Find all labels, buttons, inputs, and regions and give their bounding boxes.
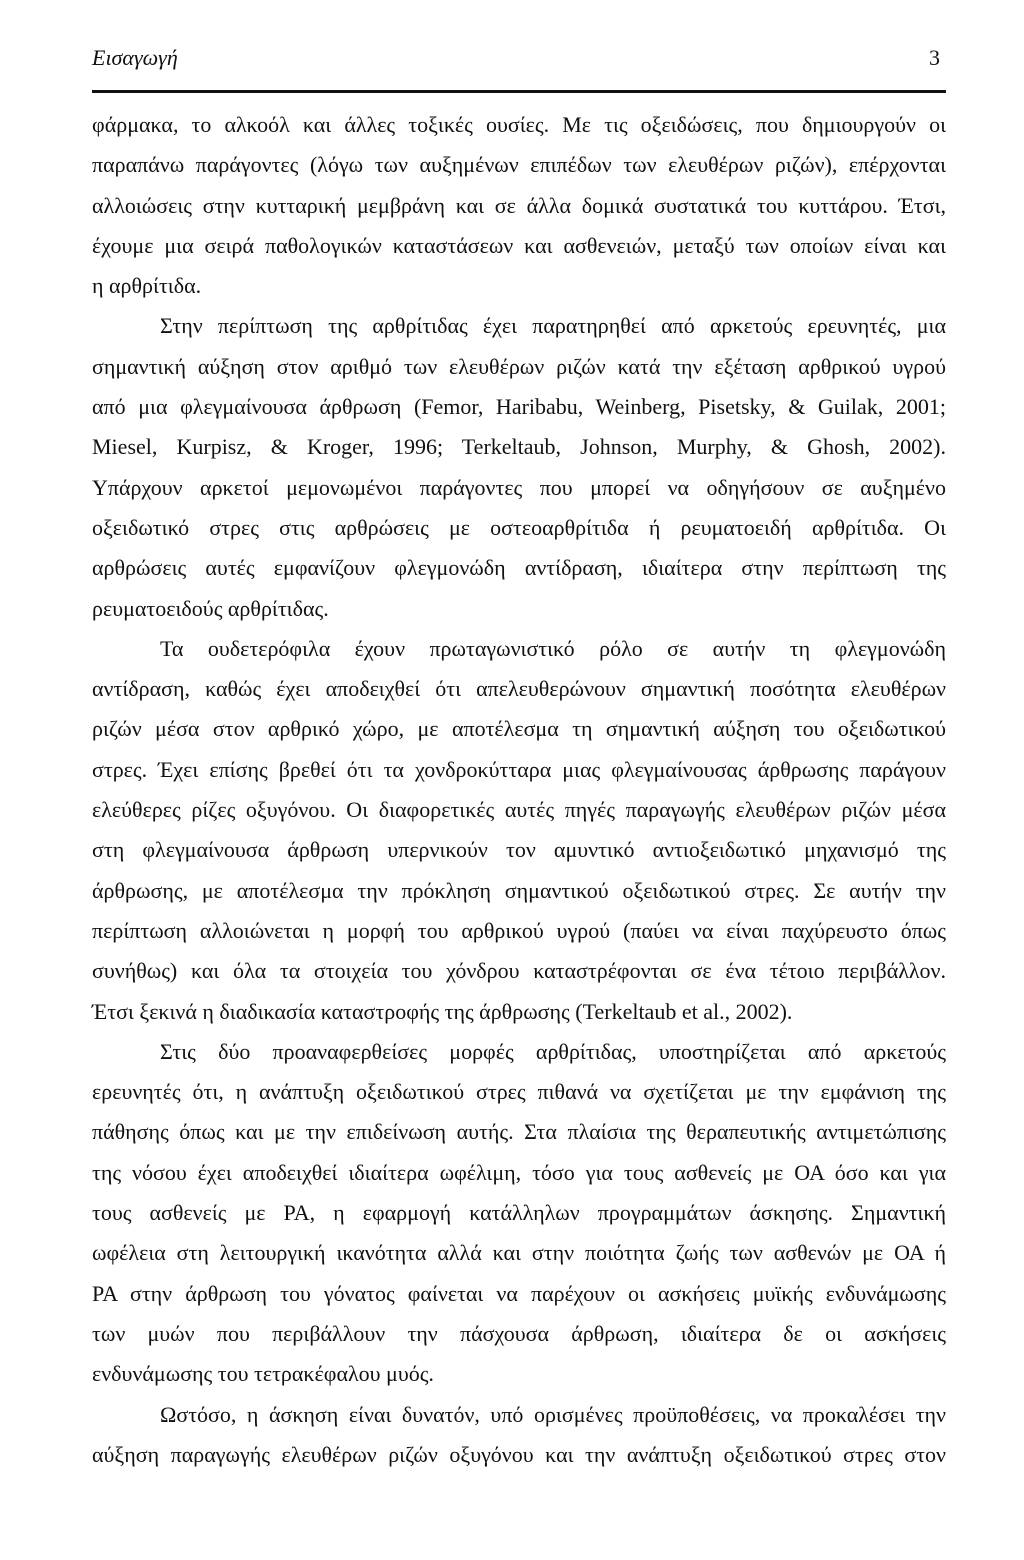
header-rule bbox=[92, 90, 946, 93]
text-line: αρθρώσεις αυτές εμφανίζουν φλεγμονώδη αντίδραση, ιδιαίτερα στην περίπτωση της bbox=[92, 555, 946, 581]
text-line: ωφέλεια στη λειτουργική ικανότητα αλλά και στην ποιότητα ζωής των ασθενών με ΟΑ ή bbox=[92, 1240, 946, 1266]
paragraph bbox=[92, 1395, 946, 1476]
text-line: ρευματοειδούς αρθρίτιδας. bbox=[92, 595, 329, 621]
paragraph bbox=[92, 105, 946, 306]
text-line: Τα ουδετερόφιλα έχουν πρωταγωνιστικό ρόλο σε αυτήν τη φλεγμονώδη bbox=[160, 635, 946, 661]
paragraph bbox=[92, 306, 946, 628]
text-line: από μια φλεγμαίνουσα άρθρωση (Femor, Haribabu, Weinberg, Pisetsky, & Guilak, 2001; bbox=[92, 394, 946, 420]
text-line: Στην περίπτωση της αρθρίτιδας έχει παρατηρηθεί από αρκετούς ερευνητές, μια bbox=[160, 313, 946, 339]
text-line: οξειδωτικό στρες στις αρθρώσεις με οστεοαρθρίτιδα ή ρευματοειδή αρθρίτιδα. Οι bbox=[92, 514, 946, 540]
text-line: φάρμακα, το αλκοόλ και άλλες τοξικές ουσίες. Με τις οξειδώσεις, που δημιουργούν οι bbox=[92, 112, 946, 137]
text-line: παραπάνω παράγοντες (λόγω των αυξημένων επιπέδων των ελευθέρων ριζών), επέρχονται bbox=[92, 152, 946, 178]
paragraph bbox=[92, 629, 946, 1032]
text-line: η αρθρίτιδα. bbox=[92, 273, 202, 299]
body-text bbox=[92, 105, 946, 1475]
text-line: συνήθως) και όλα τα στοιχεία του χόνδρου καταστρέφονται σε ένα τέτοιο περιβάλλον. bbox=[92, 958, 946, 984]
running-head-title: Εισαγωγή bbox=[92, 45, 178, 70]
text-line: Έτσι ξεκινά η διαδικασία καταστροφής της άρθρωσης (Terkeltaub et al., 2002). bbox=[92, 998, 793, 1024]
text-line: στρες. Έχει επίσης βρεθεί ότι τα χονδροκύτταρα μιας φλεγμαίνουσας άρθρωσης παράγουν bbox=[92, 756, 946, 782]
text-line: των μυών που περιβάλλουν την πάσχουσα άρθρωση, ιδιαίτερα δε οι ασκήσεις bbox=[92, 1320, 946, 1346]
text-line: της νόσου έχει αποδειχθεί ιδιαίτερα ωφέλιμη, τόσο για τους ασθενείς με ΟΑ όσο και για bbox=[92, 1159, 946, 1185]
text-line: πάθησης όπως και με την επιδείνωση αυτής. Στα πλαίσια της θεραπευτικής αντιμετώπισης bbox=[92, 1119, 946, 1145]
text-line: τους ασθενείς με ΡΑ, η εφαρμογή κατάλληλων προγραμμάτων άσκησης. Σημαντική bbox=[92, 1200, 946, 1226]
text-line: αντίδραση, καθώς έχει αποδειχθεί ότι απελευθερώνουν σημαντική ποσότητα ελευθέρων bbox=[92, 676, 946, 702]
paragraph bbox=[92, 1032, 946, 1395]
text-line: ελεύθερες ρίζες οξυγόνου. Οι διαφορετικές αυτές πηγές παραγωγής ελευθέρων ριζών μέσα bbox=[92, 797, 946, 823]
text-line: ερευνητές ότι, η ανάπτυξη οξειδωτικού στρες πιθανά να σχετίζεται με την εμφάνιση της bbox=[92, 1079, 946, 1105]
page-number: 3 bbox=[929, 45, 940, 70]
text-line: ΡΑ στην άρθρωση του γόνατος φαίνεται να παρέχουν οι ασκήσεις μυϊκής ενδυνάμωσης bbox=[92, 1280, 946, 1306]
text-line: έχουμε μια σειρά παθολογικών καταστάσεων και ασθενειών, μεταξύ των οποίων είναι και bbox=[92, 232, 946, 258]
text-line: σημαντική αύξηση στον αριθμό των ελευθέρων ριζών κατά την εξέταση αρθρικού υγρού bbox=[92, 353, 946, 379]
text-line: άρθρωσης, με αποτέλεσμα την πρόκληση σημαντικού οξειδωτικού στρες. Σε αυτήν την bbox=[92, 877, 946, 903]
text-line: αλλοιώσεις στην κυτταρική μεμβράνη και σε άλλα δομικά συστατικά του κυττάρου. Έτσι, bbox=[92, 192, 946, 218]
text-line: στη φλεγμαίνουσα άρθρωση υπερνικούν τον αμυντικό αντιοξειδωτικό μηχανισμό της bbox=[92, 837, 946, 863]
text-line: ριζών μέσα στον αρθρικό χώρο, με αποτέλεσμα τη σημαντική αύξηση του οξειδωτικού bbox=[92, 716, 946, 742]
text-line: περίπτωση αλλοιώνεται η μορφή του αρθρικού υγρού (παύει να είναι παχύρευστο όπως bbox=[92, 917, 946, 943]
text-line: Υπάρχουν αρκετοί μεμονωμένοι παράγοντες που μπορεί να οδηγήσουν σε αυξημένο bbox=[92, 474, 946, 500]
text-line: ενδυνάμωσης του τετρακέφαλου μυός. bbox=[92, 1361, 434, 1387]
text-line: Ωστόσο, η άσκηση είναι δυνατόν, υπό ορισμένες προϋποθέσεις, να προκαλέσει την bbox=[160, 1401, 946, 1427]
text-line: Miesel, Kurpisz, & Kroger, 1996; Terkeltaub, Johnson, Murphy, & Ghosh, 2002). bbox=[92, 434, 946, 460]
text-line: Στις δύο προαναφερθείσες μορφές αρθρίτιδας, υποστηρίζεται από αρκετούς bbox=[160, 1038, 946, 1064]
text-line: αύξηση παραγωγής ελευθέρων ριζών οξυγόνου και την ανάπτυξη οξειδωτικού στρες στον bbox=[92, 1441, 946, 1467]
